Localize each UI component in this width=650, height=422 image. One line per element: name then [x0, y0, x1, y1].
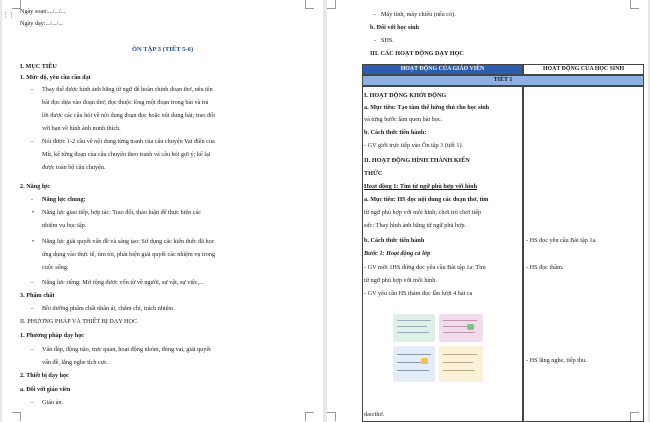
teacher-activity-line: THỨC	[364, 170, 383, 177]
text-line: b. Đối với học sinh	[370, 24, 419, 31]
student-activity-line: - HS đọc thầm.	[526, 264, 564, 271]
text-line: 1. Phương pháp dạy học	[20, 332, 85, 339]
crop-mark	[630, 0, 639, 9]
teacher-activity-line: a. Mục tiêu: HS đọc nội dung các đoạn thơ, tìm	[364, 196, 489, 203]
crop-mark	[305, 412, 314, 421]
text-line: 3. Phẩm chất	[20, 292, 55, 299]
text-line: Bồi dưỡng phẩm chất nhân ái, chăm chỉ, trách nhiệm.	[42, 305, 175, 312]
text-line: III. CÁC HOẠT ĐỘNG DẠY HỌC	[370, 50, 464, 57]
text-line: bài đọc dựa vào đoạn thơ; đọc thuộc lòng một đoạn trong bài và trả	[42, 99, 209, 106]
crop-mark	[305, 0, 314, 9]
teacher-activity-line: - GV mời 1HS đứng đọc yêu cầu Bài tập 1a: Tìm	[364, 264, 486, 271]
drag-handle-icon[interactable]: ⋮⋮	[2, 11, 14, 19]
text-line: Vấn đáp, động não, trực quan, hoạt động nhóm, đóng vai, giải quyết	[42, 346, 211, 353]
text-line: được toàn bộ câu chuyện.	[42, 164, 106, 171]
teacher-activity-line: - GV giới trực tiếp vào Ôn tập 3 (tiết 1).	[364, 142, 464, 149]
teacher-activity-line: và từng bước làm quen bài học.	[364, 116, 443, 123]
lesson-title: ÔN TẬP 3 (TIẾT 5-6)	[131, 46, 194, 53]
teacher-activity-line: sức: Thay hình ảnh bằng từ ngữ phù hợp.	[364, 222, 467, 229]
text-line: Thay thế được hình ảnh bằng từ ngữ để hoàn chỉnh đoạn thơ, nêu tên	[42, 86, 213, 93]
teacher-activity-line: Hoạt động 1: Tìm từ ngữ phù hợp với hình	[364, 183, 478, 190]
text-line: với bạn về hình ảnh minh thích.	[42, 125, 121, 132]
teacher-activity-line: I. HOẠT ĐỘNG KHỞI ĐỘNG	[364, 92, 447, 99]
teacher-activity-line: a. Mục tiêu: Tạo tâm thế hứng thú cho học sinh	[364, 104, 490, 111]
bullet-marker: -	[31, 347, 33, 353]
text-line: 1. Mức độ, yêu cầu cần đạt	[20, 74, 91, 81]
bullet-marker: -	[31, 197, 33, 203]
bullet-marker: -	[374, 38, 376, 44]
bullet-marker: •	[32, 239, 35, 245]
exercise-image	[393, 314, 483, 384]
text-line: nhiệm vụ học tập.	[42, 222, 87, 229]
bullet-marker: -	[31, 139, 33, 145]
crop-mark	[327, 0, 336, 9]
text-line: SHS.	[381, 37, 394, 44]
bullet-marker: -	[374, 12, 376, 18]
bullet-marker: -	[31, 400, 33, 406]
bullet-marker: -	[31, 87, 33, 93]
text-line: Ngày dạy:.../.../...	[20, 20, 63, 27]
teacher-activity-line: Bước 1: Hoạt động cả lớp	[364, 250, 431, 257]
text-line: 2. Năng lực	[20, 183, 51, 190]
col-header-teacher: HOẠT ĐỘNG CỦA GIÁO VIÊN	[362, 64, 523, 75]
text-line: cuộc sống.	[42, 264, 69, 271]
text-line: Ngày soạn:.../.../...	[20, 8, 66, 15]
text-line: I. MỤC TIÊU	[20, 63, 57, 70]
text-line: Máy tính, máy chiếu (nếu có).	[381, 11, 456, 18]
crop-mark	[12, 412, 21, 421]
teacher-activity-line: - GV yêu cầu HS thảm đọc lần lượt 4 bài ca	[364, 290, 473, 297]
bullet-marker: -	[31, 280, 33, 286]
text-line: Năng lực giao tiếp, hợp tác: Trao đổi, thảo luận để thực hiện các	[42, 209, 201, 216]
teacher-activity-line: dao/thơ.	[364, 411, 385, 418]
text-line: Nói được 1-2 câu về nội dung từng tranh của câu chuyện Vai điền của	[42, 138, 215, 145]
teacher-activity-line: II. HOẠT ĐỘNG HÌNH THÀNH KIẾN	[364, 157, 470, 164]
text-line: a. Đối với giáo viên	[20, 386, 71, 393]
teacher-activity-line: b. Cách thức tiến hành	[364, 237, 425, 244]
student-activity-line: - HS lắng nghe, tiếp thu.	[526, 357, 587, 364]
text-line: II. PHƯƠNG PHÁP VÀ THIẾT BỊ DẠY HỌC	[20, 318, 138, 325]
text-line: Năng lực riêng: Mở rộng được vốn từ về người, sự vật, sự việc,...	[42, 279, 204, 286]
teacher-activity-line: từ ngữ phù hợp với mỗi hình; chơi trò chơi tiếp	[364, 209, 482, 216]
text-line: Giáo án.	[42, 399, 63, 406]
teacher-activity-line: từ ngữ phù hợp với mỗi hình.	[364, 277, 437, 284]
bullet-marker: -	[31, 306, 33, 312]
text-line: Mít, kể từng đoạn của câu chuyện theo tranh và câu hỏi gợi ý; kể lại	[42, 151, 211, 158]
text-line: vấn đề, lắng nghe tích cực.	[42, 359, 109, 366]
text-line: ứng dụng vào thực tế, tìm tòi, phát hiện giải quyết các nhiệm vụ trong	[42, 251, 216, 258]
student-activity-line: - HS đọc yêu cầu Bài tập 1a.	[526, 237, 597, 244]
bullet-marker: •	[32, 210, 35, 216]
student-cell	[523, 86, 644, 422]
crop-mark	[327, 412, 336, 421]
col-header-student: HOẠT ĐỘNG CỦA HỌC SINH	[523, 64, 644, 75]
page-left	[2, 0, 323, 422]
tiet-row: TIẾT 1	[362, 75, 644, 86]
text-line: lời được các câu hỏi về nội dung đoạn đọc hoặc nội dung bài; trao đổi	[42, 112, 215, 119]
teacher-activity-line: b. Cách thức tiến hành:	[364, 129, 427, 136]
text-line: 2. Thiết bị dạy học	[20, 372, 69, 379]
text-line: Năng lực chung:	[42, 196, 86, 203]
page-right	[327, 0, 648, 422]
text-line: Năng lực giải quyết vấn đề và sáng tạo: Sử dụng các kiến thức đã học	[42, 238, 215, 245]
